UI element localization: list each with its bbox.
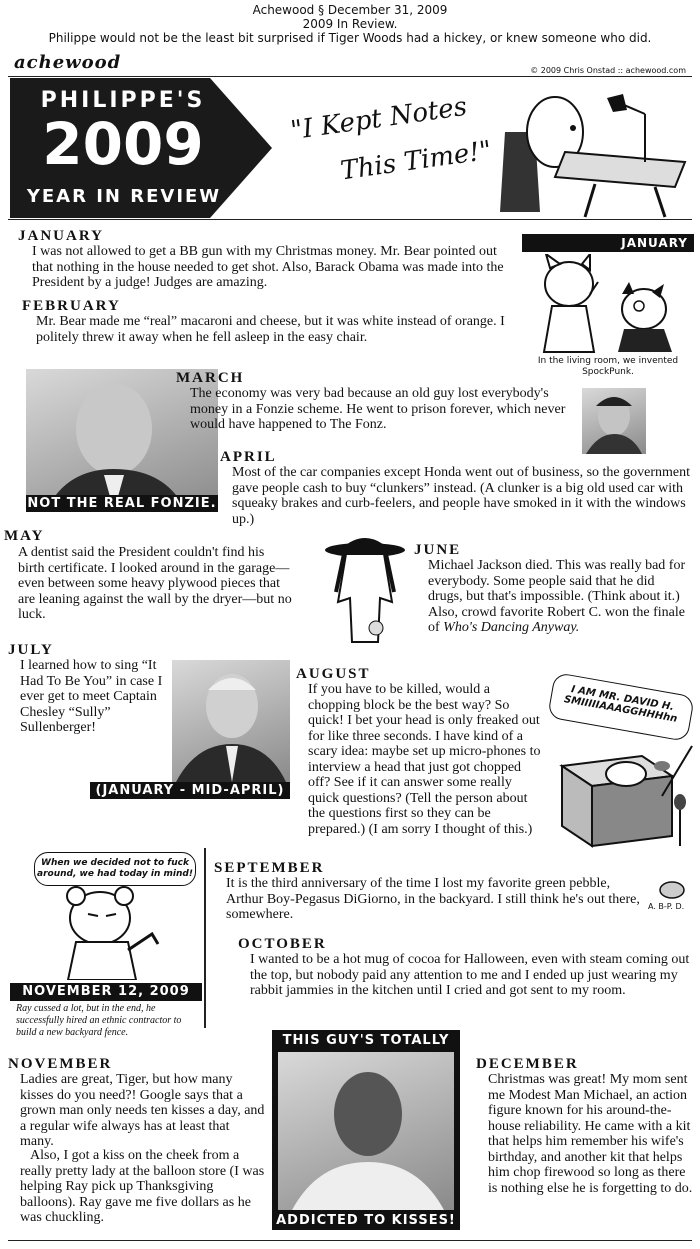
sully-photo xyxy=(172,660,290,782)
february-text: Mr. Bear made me “real” macaroni and cheese, but it was white instead of orange. I politely threw it away when he fell asleep in the easy chair. xyxy=(36,314,505,345)
banner-tagline-2: This Time!" xyxy=(338,135,494,187)
august-text: If you have to be killed, would a chopping block be the best way? So quick! I bet your head is only freaked out for like three seconds. I have kind of a scary idea: maybe set up micro-phones to interview a head that just got chopped off? See if it can answer some really quick questions? (Tell the person about the questions first so they can be prepared.) (I am sorry I thought of this.) xyxy=(308,682,541,837)
march-heading: MARCH xyxy=(176,370,245,386)
november-heading: NOVEMBER xyxy=(8,1056,113,1072)
tiger-caption-top: THIS GUY'S TOTALLY xyxy=(272,1032,460,1050)
january-heading: JANUARY xyxy=(18,228,104,244)
january-text: I was not allowed to get a BB gun with my Christmas money. Mr. Bear pointed out that nothing in the house needed to get shot. Also, Barack Obama was made into the President by a judge! Judges are amazing. xyxy=(32,244,504,290)
philippe-drafting-illustration xyxy=(495,92,695,220)
masthead-rule xyxy=(8,76,692,77)
michael-jackson-illustration xyxy=(320,532,410,644)
january-panel-label: JANUARY xyxy=(522,234,694,252)
banner-subtitle: YEAR IN REVIEW xyxy=(26,186,222,207)
header-alt-text: Philippe would not be the least bit surprised if Tiger Woods had a hickey, or knew someone who did. xyxy=(48,31,652,45)
tiger-caption-bottom: ADDICTED TO KISSES! xyxy=(272,1212,460,1230)
fonz-photo xyxy=(582,388,646,454)
sully-caption: (JANUARY - MID-APRIL) xyxy=(90,782,290,799)
banner-tagline-1: "I Kept Notes xyxy=(288,91,469,147)
copyright: © 2009 Chris Onstad :: achewood.com xyxy=(530,66,686,75)
ray-panel-label: NOVEMBER 12, 2009 xyxy=(10,983,202,1001)
banner-rule xyxy=(8,219,692,220)
header-title: Achewood § December 31, 2009 xyxy=(252,3,448,17)
december-text: Christmas was great! My mom sent me Modest Man Michael, an action figure known for his around-the-house reliability. He came with a kit that helps him remember his wife's birthday, and another kit that helps him chop firewood so long as there is nothing else he is forgetting to do. xyxy=(488,1072,693,1196)
april-heading: APRIL xyxy=(220,449,277,465)
april-text: Most of the car companies except Honda went out of business, so the government gave people cash to buy “clunkers” instead. (A clunker is a big old used car with squeaky brakes and curb-feelers, and people have smoked in it with the windows up.) xyxy=(232,465,691,527)
september-text: It is the third anniversary of the time I lost my favorite green pebble, Arthur Boy-Pegasus DiGiorno, in the backyard. I still think he's out there, somewhere. xyxy=(226,876,640,922)
january-panel-caption: In the living room, we invented SpockPunk. xyxy=(537,356,679,377)
banner-name: PHILIPPE'S xyxy=(40,88,206,113)
may-text: A dentist said the President couldn't find his birth certificate. I looked around in the garage—even between some heavy plywood pieces that are leaning against the wall by the dryer—but no luck. xyxy=(18,545,292,622)
ray-speech-bubble: When we decided not to fuck around, we had today in mind! xyxy=(34,852,196,886)
june-show-title: Who's Dancing Anyway. xyxy=(443,620,580,635)
november-text-2: Also, I got a kiss on the cheek from a really pretty lady at the balloon store (I was helping Ray pick up Thanksgiving balloons). Ray gave me five dollars as he was chuckling. xyxy=(20,1148,265,1225)
june-text-block xyxy=(428,558,690,636)
header-subtitle: 2009 In Review. xyxy=(302,17,398,31)
july-heading: JULY xyxy=(8,642,54,658)
pebble-illustration xyxy=(658,878,686,900)
achewood-logo: achewood xyxy=(14,52,122,73)
banner-year: 2009 xyxy=(42,110,204,178)
august-heading: AUGUST xyxy=(296,666,371,682)
june-text: Michael Jackson died. This was really bad for everybody. Some people said that he did drugs, but that's impossible. (Think about it.) Also, crowd favorite Robert C. won the finale of xyxy=(428,558,686,635)
august-speech-bubble: I AM MR. DAVID H. SMIIIIIAAAGGHHHhn xyxy=(547,672,695,742)
tiger-photo xyxy=(278,1052,454,1210)
december-heading: DECEMBER xyxy=(476,1056,579,1072)
march-text: The economy was very bad because an old guy lost everybody's money in a Fonzie scheme. He went to prison forever, which never would have happened to The Fonz. xyxy=(190,386,566,432)
pebble-caption: A. B-P. D. xyxy=(648,902,685,911)
july-text: I learned how to sing “It Had To Be You” in case I ever get to meet Captain Chesley “Sully” Sullenberger! xyxy=(20,658,163,735)
october-text: I wanted to be a hot mug of cocoa for Halloween, even with steam coming out the top, but nobody paid any attention to me and I ended up just wearing my rabbit jammies in the kitchen until I cried and got sent to my room. xyxy=(250,952,690,998)
footer-rule xyxy=(8,1240,692,1241)
may-heading: MAY xyxy=(4,528,45,544)
september-heading: SEPTEMBER xyxy=(214,860,325,876)
november-text-1: Ladies are great, Tiger, but how many kisses do you need?! Google says that a grown man only needs ten kisses a day, and a regular wife always has at least that many. xyxy=(20,1072,265,1149)
divider-vertical xyxy=(204,848,206,1028)
spockpunk-illustration xyxy=(524,254,694,354)
chopping-block-illustration xyxy=(552,736,698,852)
fonzie-caption: NOT THE REAL FONZIE. xyxy=(27,496,217,511)
ray-panel-caption: Ray cussed a lot, but in the end, he successfully hired an ethnic contractor to build a new backyard fence. xyxy=(16,1003,182,1038)
ray-illustration xyxy=(40,884,190,980)
june-heading: JUNE xyxy=(414,542,462,558)
february-heading: FEBRUARY xyxy=(22,298,121,314)
october-heading: OCTOBER xyxy=(238,936,327,952)
